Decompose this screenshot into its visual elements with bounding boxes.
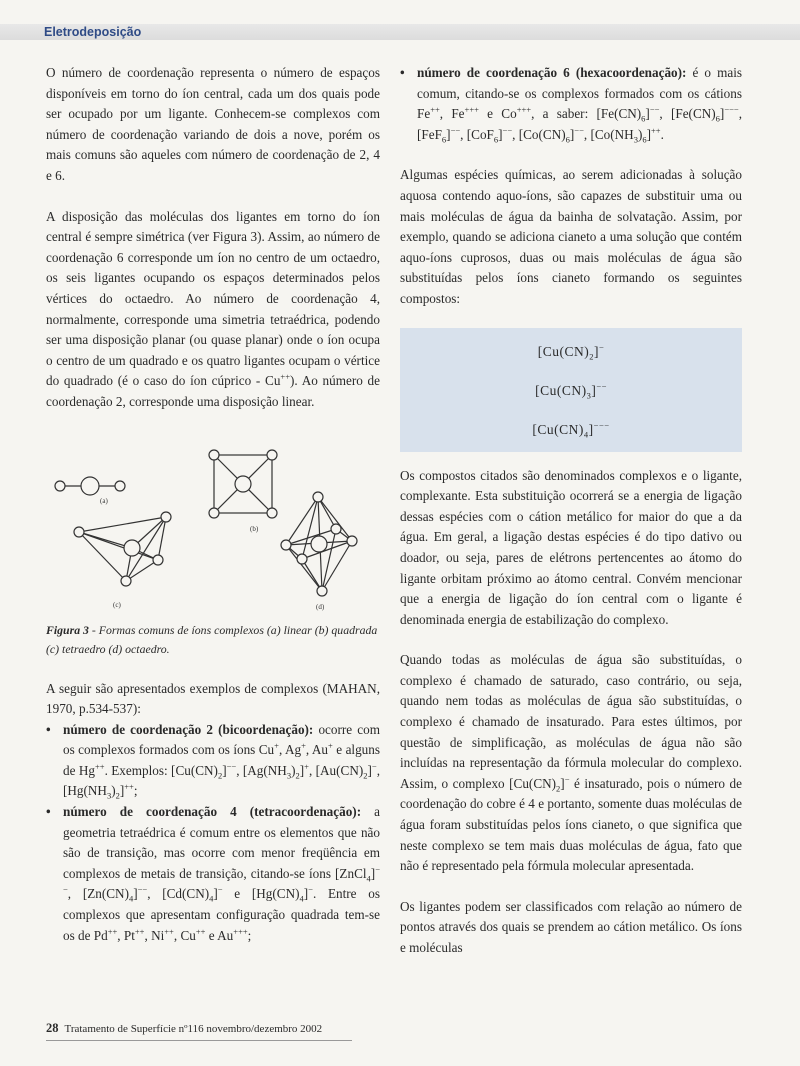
figure-caption: Figura 3 - Formas comuns de íons complexos (a) linear (b) quadrada (c) tetraedro (d) octaedro. — [46, 622, 378, 656]
formula-cu-cn-3: $[Cu(CN)_3]^{--}$ — [535, 381, 607, 401]
figure-3 — [46, 435, 380, 615]
right-column — [400, 63, 742, 959]
page-number: 28 — [46, 1021, 59, 1035]
paragraph-symmetry: A disposição das moléculas dos ligantes em torno do íon central é sempre simétrica (ver Figura 3). Assim, ao número de coordenação 6 corresponde um íon no centro de um octaedro, os seis ligantes ocupando os espaços determinados pelos vértices do octaedro. Ao número de coordenação 4, normalmente, corresponde uma simetria tetraédrica, podendo ser uma disposição planar (ou quase planar) onde o íon ocupa o centro de um quadrado e os quatro ligantes ocupam o vértice do quadrado (é o caso do íon cúprico - Cu++). Ao número de coordenação 2, corresponde uma disposição linear. — [46, 208, 380, 409]
formula-cu-cn-4: $[Cu(CN)_4]^{---}$ — [532, 420, 610, 440]
paragraph-ligand-classification: Os ligantes podem ser classificados com relação ao número de pontos através dos quais se prendem ao cátion metálico. Os íons e moléculas — [400, 898, 742, 955]
complex-shapes-diagram — [46, 435, 380, 615]
left-column — [46, 63, 380, 946]
page-footer — [46, 1021, 322, 1036]
bullet-coordination-4: • número de coordenação 4 (tetracoordenação): a geometria tetraédrica é comum entre os elementos que não são de transição, mas ocorre com menor freqüência em complexos de metais de transição, citando-se íons [ZnCl$_4$]−−, $[Zn(CN)_4]^{--}$, $[Cd(CN)_4]^-$ e $[Hg(CN)_4]^-$. Entre os complexos que apresentam configuração quadrada tem-se os de Pd++, Pt++, Ni++, Cu++ e Au+++; — [46, 804, 381, 943]
figure-label-a: (a) — [100, 496, 108, 505]
section-title: Eletrodeposição — [44, 25, 142, 39]
paragraph-examples-intro: A seguir são apresentados exemplos de complexos (MAHAN, 1970, p.534-537): — [46, 680, 380, 717]
bullet-coordination-6: • número de coordenação 6 (hexacoordenação): é o mais comum, citando-se os complexos formados com os cátions Fe++, Fe+++ e Co+++, a saber: $[Fe(CN)_6]^{--}$, $[Fe(CN)_6]^{---}$, [FeF$_6$]−−, [CoF$_6$]−−, $[Co(CN)_6]^{--}$, $[Co(NH_3)_6]^{++}$. — [400, 65, 743, 145]
footer-text: Tratamento de Superfície nº116 novembro/dezembro 2002 — [64, 1023, 323, 1035]
paragraph-coordination-number: O número de coordenação representa o número de espaços disponíveis em torno do íon central, cada um dos quais pode ser ocupado por um ligante. Conhecem-se complexos com número de coordenação variando de dois a nove, porém os mais comuns são aqueles com número de coordenação de 2, 4 e 6. — [46, 65, 380, 183]
bullet-coordination-2: • número de coordenação 2 (bicoordenação): ocorre com os complexos formados com os íons Cu+, Ag+, Au+ e alguns de Hg++. Exemplos: $[Cu(CN)_2]^{--}$, $[Ag(NH_3)_2]^+$, $[Au(CN)_2]^-$, $[Hg(NH_3)_2]^{++}$; — [46, 721, 381, 802]
figure-label-b: (b) — [250, 524, 259, 533]
figure-label-c: (c) — [113, 600, 121, 609]
formula-box — [400, 328, 742, 452]
formula-cu-cn-2: $[Cu(CN)_2]^-$ — [537, 342, 605, 362]
paragraph-saturated: Quando todas as moléculas de água são substituídas, o complexo é chamado de saturado, caso contrário, ou seja, quando nem todas as moléculas de água são substituídas, o complexo é chamado de insaturado. Para estes últimos, por questão de simplificação, as moléculas de água não são incluídas na representação da fórmula molecular do complexo. Assim, o complexo $[Cu(CN)_2]^-$ é insaturado, pois o número de coordenação do cobre é 4 e portanto, somente duas moléculas de água foram substituídas pelos íons cianeto, o que significa que neste complexo se tem mais duas moléculas de água, fato que não é representado pela fórmula molecular apresentada. — [400, 652, 742, 874]
paragraph-substitution: Algumas espécies químicas, ao serem adicionadas à solução aquosa contendo aquo-íons, são capazes de substituir uma ou mais moléculas de água da bainha de solvatação. Assim, por exemplo, quando se adiciona cianeto a uma solução que contém aquo-íons cuprosos, duas ou mais moléculas de água são substituídas pelos íons cianeto formando os seguintes compostos: — [400, 167, 742, 306]
paragraph-complexants: Os compostos citados são denominados complexos e o ligante, complexante. Esta substituição ocorrerá se a energia de ligação dessas espécies com o cátion metálico for maior do que a da água. Em geral, a ligação destas espécies é do tipo dativo ou doador, ou seja, pares de elétrons pertencentes ao átomo do ligante orbitam próximo ao átomo central. Convém mencionar que a energia de ligação do íon central com o ligante é denominada energia de estabilização do complexo. — [400, 467, 742, 627]
footer-rule — [46, 1040, 352, 1041]
figure-label-d: (d) — [316, 602, 325, 611]
